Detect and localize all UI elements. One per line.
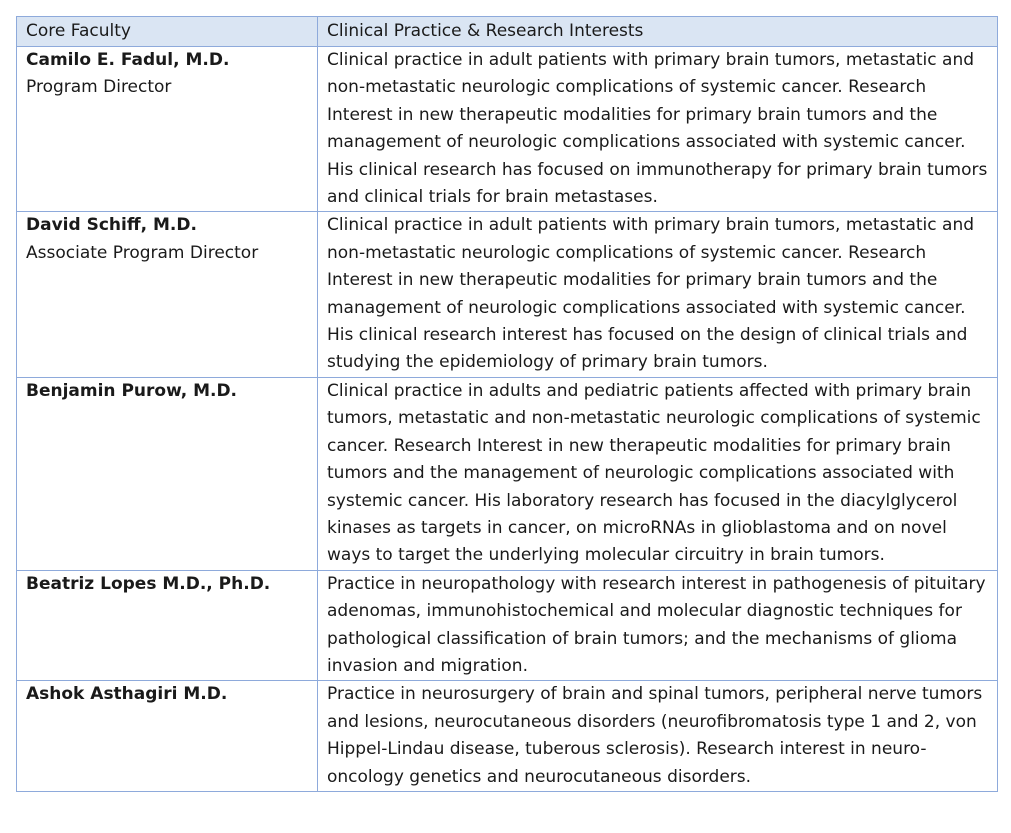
- interests-cell: [318, 681, 998, 792]
- faculty-role: Program Director: [26, 77, 172, 98]
- faculty-description: Clinical practice in adult patients with primary brain tumors, metastatic and non-metastatic neurologic complications of systemic cancer. Research Interest in new therapeutic modalities for primary brain tumors and the management of neurologic complications associated with systemic cancer. His clinical research interest has focused on the design of clinical trials and studying the epidemiology of primary brain tumors.: [327, 215, 975, 373]
- table-header: [17, 17, 998, 47]
- table-row: [17, 570, 998, 681]
- interests-cell: [318, 377, 998, 570]
- faculty-role: Associate Program Director: [26, 242, 259, 263]
- faculty-name: Benjamin Purow, M.D.: [26, 380, 238, 401]
- faculty-cell: [17, 570, 318, 681]
- faculty-name: Ashok Asthagiri M.D.: [26, 684, 228, 705]
- table-row: [17, 377, 998, 570]
- header-core-faculty: Core Faculty: [17, 17, 318, 47]
- interests-cell: [318, 47, 998, 212]
- header-interests: Clinical Practice & Research Interests: [318, 17, 998, 47]
- faculty-description: Practice in neurosurgery of brain and spinal tumors, peripheral nerve tumors and lesions, neurocutaneous disorders (neurofibromatosis type 1 and 2, von Hippel-Lindau disease, tuberous sclerosis). Research interest in neuro-oncology genetics and neurocutaneous disorders.: [327, 684, 983, 787]
- table-row: [17, 212, 998, 377]
- table-row: [17, 47, 998, 212]
- table-row: [17, 681, 998, 792]
- header-row: [17, 17, 998, 47]
- interests-cell: [318, 570, 998, 681]
- table-body: [17, 47, 998, 792]
- faculty-name: Camilo E. Fadul, M.D.: [26, 50, 230, 70]
- faculty-cell: [17, 681, 318, 792]
- interests-cell: [318, 212, 998, 377]
- faculty-description: Clinical practice in adults and pediatric patients affected with primary brain tumors, metastatic and non-metastatic neurologic complications of systemic cancer. Research Interest in new therapeutic modalities for primary brain tumors and the management of neurologic complications associated with systemic cancer. His laboratory research has focused in the diacylglycerol kinases as targets in cancer, on microRNAs in glioblastoma and on novel ways to target the underlying molecular circuitry in brain tumors.: [327, 380, 981, 566]
- faculty-name: Beatriz Lopes M.D., Ph.D.: [26, 573, 271, 594]
- faculty-cell: [17, 47, 318, 212]
- faculty-description: Practice in neuropathology with research interest in pathogenesis of pituitary adenomas, immunohistochemical and molecular diagnostic techniques for pathological classification of brain tumors; and the mechanisms of glioma invasion and migration.: [327, 573, 986, 676]
- faculty-table: [16, 16, 998, 792]
- faculty-cell: [17, 212, 318, 377]
- faculty-description: Clinical practice in adult patients with primary brain tumors, metastatic and non-metastatic neurologic complications of systemic cancer. Research Interest in new therapeutic modalities for primary brain tumors and the management of neurologic complications associated with systemic cancer. His clinical research has focused on immunotherapy for primary brain tumors and clinical trials for brain metastases.: [327, 50, 988, 208]
- faculty-cell: [17, 377, 318, 570]
- faculty-name: David Schiff, M.D.: [26, 215, 197, 236]
